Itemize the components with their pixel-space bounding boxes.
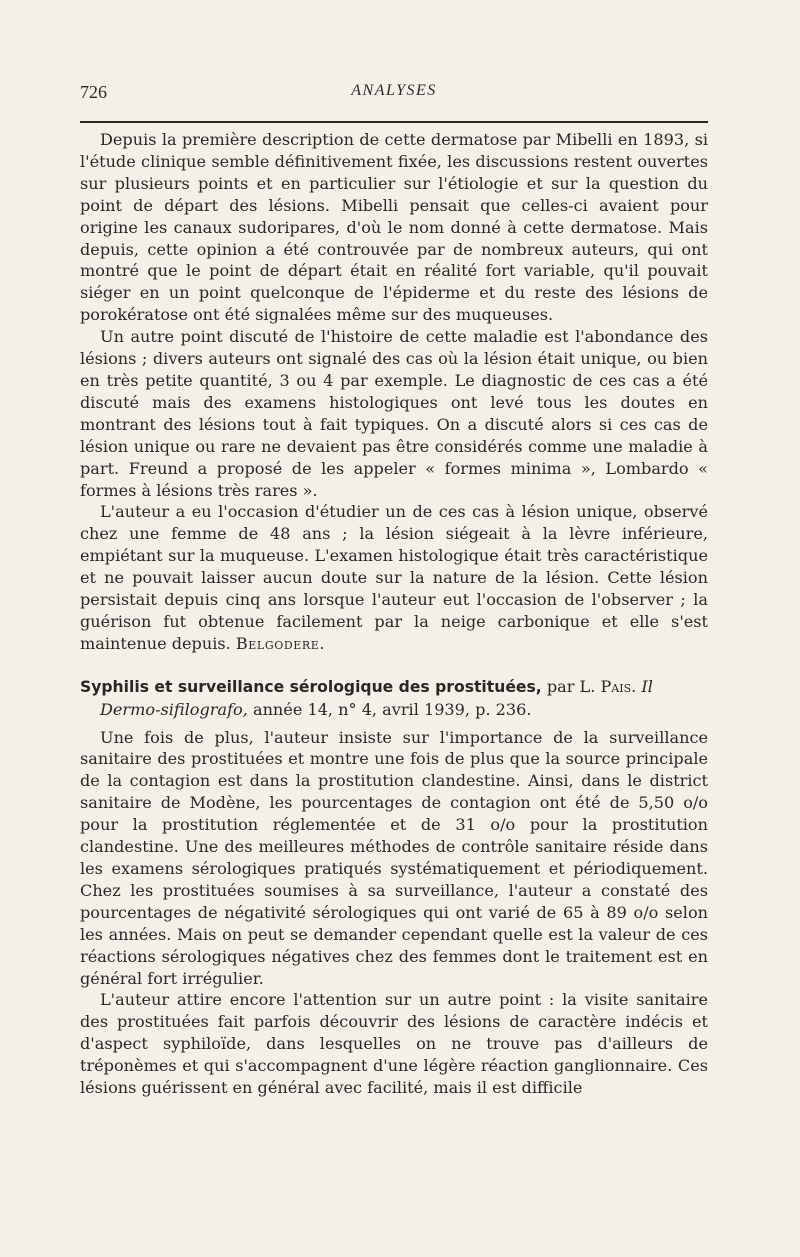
paragraph: Depuis la première description de cette dermatose par Mibelli en 1893, si l'étude clinique semble définitivement fixée, les discussions restent ouvertes sur plusieurs points et en particulier sur l'étiologie et sur la question du point de départ des lésions. Mibelli pensait que celles-ci avaient pour origine les canaux sudoripares, d'où le nom donné à cette dermatose. Mais depuis, cette opinion a été controuvée par de nombreux auteurs, qui ont montré que le point de départ était en réalité fort variable, qu'il pouvait siéger en un point quelconque de l'épiderme et du reste des lésions de porokératose ont été signalées même sur des muqueuses. xyxy=(80,130,708,325)
signature-name: Belgodere. xyxy=(235,633,326,653)
by-word: par xyxy=(546,676,575,696)
paragraph xyxy=(80,501,708,654)
page-header xyxy=(80,82,708,112)
article-title: Syphilis et surveillance sérologique des prostituées, xyxy=(80,677,542,696)
paragraph: Un autre point discuté de l'histoire de cette maladie est l'abondance des lésions ; divers auteurs ont signalé des cas où la lésion était unique, ou bien en très petite quantité, 3 ou 4 par exemple. Le diagnostic de ces cas a été discuté mais des examens histologiques ont levé tous les doutes en montrant des lésions tout à fait typiques. On a discuté alors si ces cas de lésion unique ou rare ne devaient pas être considérés comme une maladie à part. Freund a proposé de les appeler « formes minima », Lombardo « formes à lésions très rares ». xyxy=(80,327,708,500)
signature xyxy=(236,634,351,653)
page-number: 726 xyxy=(80,82,107,102)
header-rule xyxy=(80,121,708,123)
paragraph: L'auteur attire encore l'attention sur un autre point : la visite sanitaire des prostituées fait parfois découvrir des lésions de caractère indécis et d'aspect syphiloïde, dans lesquelles on ne trouve pas d'ailleurs de tréponèmes et qui s'accompagnent d'une légère réaction ganglionnaire. Ces lésions guérissent en général avec facilité, mais il est difficile xyxy=(80,990,708,1098)
paragraph-text: L'auteur a eu l'occasion d'étudier un de ces cas à lésion unique, observé chez une femme de 48 ans ; la lésion siégeait à la lèvre inférieure, empiétant sur la muqueuse. L'examen histologique était très caractéristique et ne pouvait laisser aucun doute sur la nature de la lésion. Cette lésion persistait depuis cinq ans lorsque l'auteur eut l'occasion de l'observer ; la guérison fut obtenue facilement par la neige carbonique et elle s'est maintenue depuis. xyxy=(80,502,708,653)
journal-name: Il Dermo-sifilografo, xyxy=(100,676,653,719)
article-heading xyxy=(80,676,708,721)
body-text xyxy=(80,129,708,1099)
author-name: L. Pais. xyxy=(579,676,637,696)
paragraph: Une fois de plus, l'auteur insiste sur l'importance de la surveillance sanitaire des prostituées et montre une fois de plus que la source principale de la contagion est dans la prostitution clandestine. Ainsi, dans le district sanitaire de Modène, les pourcentages de contagion ont été de 5,50 o/o pour la prostitution réglementée et de 31 o/o pour la prostitution clandestine. Une des meilleures méthodes de contrôle sanitaire réside dans les examens sérologiques pratiqués systématiquement et périodiquement. Chez les prostituées soumises à sa surveillance, l'auteur a constaté des pourcentages de négativité sérologiques qui ont varié de 65 à 89 o/o selon les années. Mais on peut se demander cependant quelle est la valeur de ces réactions sérologiques négatives chez des femmes dont le traitement est en général fort irrégulier. xyxy=(80,727,708,988)
citation: année 14, n° 4, avril 1939, p. 236. xyxy=(252,699,532,719)
running-title: ANALYSES xyxy=(351,82,437,99)
